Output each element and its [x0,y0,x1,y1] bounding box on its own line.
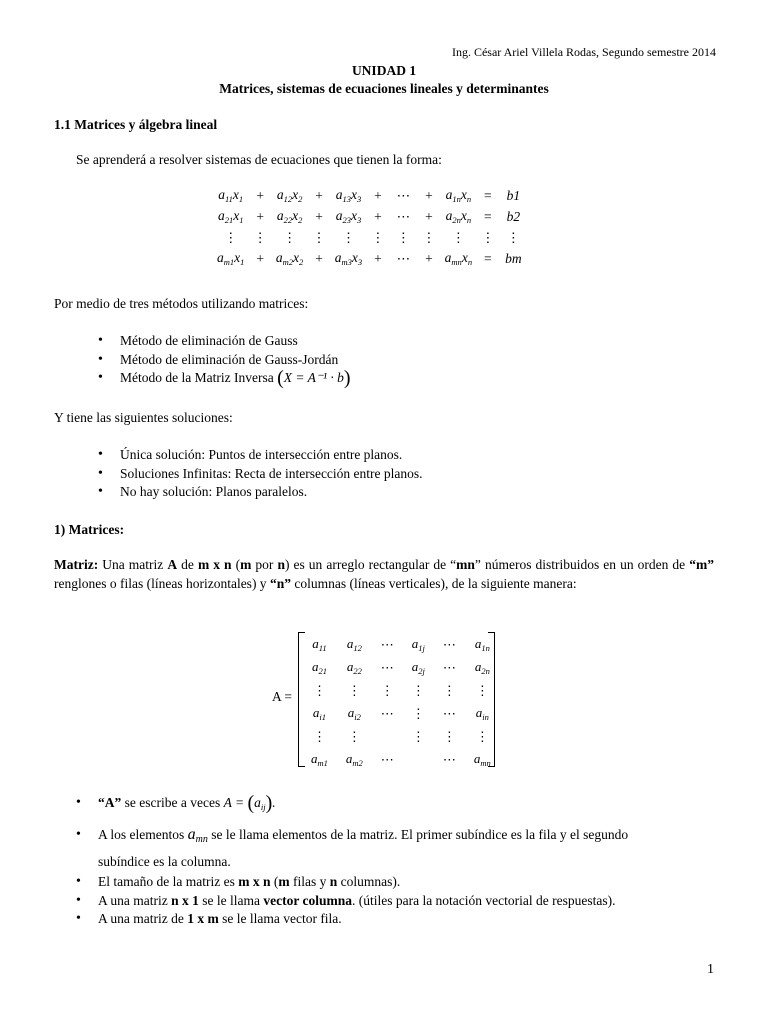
matrix-entry: $a_{m1}$ [311,751,328,768]
matrix-entry: ⋯ [442,705,456,721]
equation-term: $a_{11}x_1$ [218,187,244,204]
equation-term: ⋯ [396,187,411,203]
equation-term: b1 [506,187,521,203]
matrix-entry: ⋮ [411,705,425,721]
inverse-formula: (X = A⁻¹ · b) [277,367,351,389]
matrix-entry: ⋯ [442,751,456,767]
equation-term: $a_{m1}x_1$ [217,250,245,267]
list-item: • Método de eliminación de Gauss [98,332,351,351]
equation-term: $a_{1n}x_n$ [445,187,472,204]
equation-term: $a_{2n}x_n$ [445,208,472,225]
solutions-intro: Y tiene las siguientes soluciones: [54,410,233,425]
matrix-label: A = [272,689,292,704]
list-item: • A los elementos $a_{mn}$ se le llama elementos de la matriz. El primer subíndice es la fila y el segundo subíndice es la columna. [76,824,716,873]
matrix-entry: $a_{21}$ [311,659,327,676]
equation-term: + [315,208,323,224]
equation-term: $a_{12}x_2$ [276,187,303,204]
equation-term: ⋮ [253,229,267,245]
section-heading-1-1: 1.1 Matrices y álgebra lineal [54,117,218,132]
equation-term: $a_{m2}x_2$ [275,250,304,267]
equation-term: ⋮ [371,229,385,245]
list-item: • Método de eliminación de Gauss-Jordán [98,351,351,370]
equation-term: + [315,187,323,203]
equation-row [214,185,526,206]
matrix-entry: ⋮ [411,728,425,744]
methods-list [98,332,351,388]
matrix-entry [372,725,403,748]
equation-term: + [374,250,382,266]
equation-term: = [484,208,492,224]
page-number: 1 [707,962,714,977]
document-header: Ing. César Ariel Villela Rodas, Segundo semestre 2014 [451,45,716,59]
equation-row [214,227,526,248]
matrix-row [302,725,500,748]
solutions-list [98,446,423,502]
equation-term: $a_{23}x_3$ [335,208,362,225]
equation-term: ⋯ [396,208,411,224]
equation-term: bm [505,250,522,266]
matrix-entry: ⋯ [380,751,394,767]
matrix-entry: ⋯ [442,659,456,675]
equation-term: + [256,208,264,224]
matrix-entry: ⋮ [442,682,456,698]
equation-term: + [425,250,433,266]
matrix-entry: ⋮ [312,682,326,698]
matrix-entry: $a_{1j}$ [411,636,425,653]
equation-term: b2 [506,208,521,224]
matrix-row [302,702,500,725]
matrix-entry: ⋮ [347,728,361,744]
equation-term: ⋮ [312,229,326,245]
matrix-entry: $a_{12}$ [346,636,362,653]
matrix-entry: ⋮ [442,728,456,744]
matrix-entry: ⋯ [380,705,394,721]
unit-title: UNIDAD 1 [351,63,417,78]
list-item: • “A” se escribe a veces $A = (a_{ij})$. [76,790,716,820]
equation-term: ⋮ [506,229,521,245]
matrix-entry: ⋮ [475,728,489,744]
matrix-entry: $a_{1n}$ [474,636,490,653]
equation-row [214,206,526,227]
equation-term: + [256,187,264,203]
equation-system [214,185,526,269]
notes-list [76,790,716,929]
matrix-entry: $a_{in}$ [475,705,489,722]
list-item: • Método de la Matriz Inversa (X = A⁻¹ · b) [98,369,351,388]
aij-formula: $A = (a_{ij})$. [223,792,276,814]
equation-term: = [484,187,492,203]
matrix-entry: ⋮ [475,682,489,698]
matrix-entry: $a_{m2}$ [345,751,363,768]
matrix-entry [403,748,434,771]
matrix-entry: $a_{11}$ [312,636,327,653]
matrix-entry: $a_{2j}$ [411,659,425,676]
equation-term: + [256,250,264,266]
section-heading-matrices: 1) Matrices: [54,522,125,537]
equation-term: ⋮ [223,229,238,245]
matrix-definition: Matriz: Una matriz A de m x n (m por n) es un arreglo rectangular de “mn” números distribuidos en un orden de “m” renglones o filas (líneas horizontales) y “n” columnas (líneas verticales), de la siguiente manera: [54,557,714,591]
list-item: • A una matriz n x 1 se le llama vector columna. (útiles para la notación vectorial de respuestas). [76,892,716,911]
equation-term: $a_{22}x_2$ [276,208,303,225]
equation-term: + [374,187,382,203]
equation-term: + [315,250,323,266]
matrix-row [302,633,500,656]
equation-term: $a_{21}x_1$ [217,208,244,225]
list-item: • A una matriz de 1 x m se le llama vector fila. [76,910,716,929]
equation-term: ⋮ [481,229,495,245]
matrix-entry: $a_{mn}$ [473,751,491,768]
equation-term: ⋮ [341,229,356,245]
matrix-entry: ⋮ [347,682,361,698]
matrix-entry: ⋯ [380,659,394,675]
equation-term: $a_{mn}x_n$ [444,250,473,267]
equation-term: ⋯ [396,250,411,266]
matrix-entry: $a_{2n}$ [474,659,490,676]
methods-intro: Por medio de tres métodos utilizando matrices: [54,296,309,311]
equation-term: + [425,208,433,224]
matrix-general [302,633,500,771]
matrix-entry: ⋮ [312,728,326,744]
list-item: • Soluciones Infinitas: Recta de intersección entre planos. [98,465,423,484]
equation-term: ⋮ [282,229,297,245]
unit-subtitle: Matrices, sistemas de ecuaciones lineales y determinantes [219,81,549,96]
matrix-entry: $a_{22}$ [346,659,362,676]
matrix-entry: $a_{i1}$ [312,705,326,722]
equation-term: + [374,208,382,224]
amn-element: $a_{mn}$ [187,826,208,845]
matrix-entry: ⋯ [380,636,394,652]
matrix-entry: ⋯ [442,636,456,652]
matrix-entry: ⋮ [411,682,425,698]
equation-row [214,248,526,269]
equation-term: = [484,250,492,266]
intro-text: Se aprenderá a resolver sistemas de ecuaciones que tienen la forma: [76,152,442,167]
matrix-entry: ⋮ [380,682,394,698]
equation-term: ⋮ [451,229,466,245]
equation-term: + [425,187,433,203]
list-item: • El tamaño de la matriz es m x n (m filas y n columnas). [76,873,716,892]
list-item: • Única solución: Puntos de intersección entre planos. [98,446,423,465]
equation-term: $a_{m3}x_3$ [334,250,363,267]
equation-term: ⋮ [422,229,436,245]
matrix-entry: $a_{i2}$ [347,705,361,722]
matrix-row [302,679,500,702]
matrix-row [302,748,500,771]
equation-term: $a_{13}x_3$ [335,187,362,204]
list-item: • No hay solución: Planos paralelos. [98,483,423,502]
matrix-row [302,656,500,679]
equation-term: ⋮ [396,229,411,245]
